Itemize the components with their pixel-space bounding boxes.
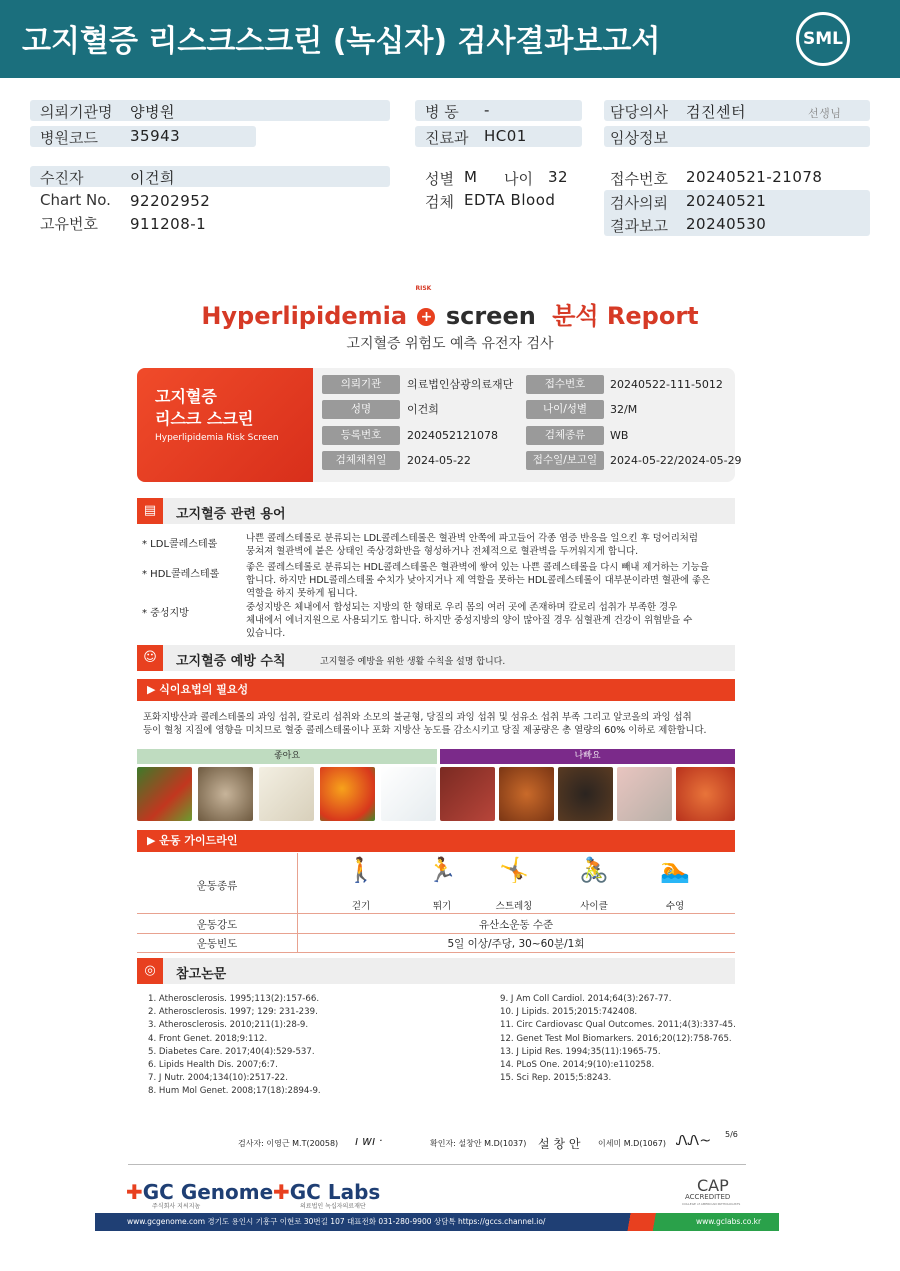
person-icon: ☺ [137,645,163,671]
exercise-label: 뛰기 [432,901,452,912]
patient-label: 수진자 [40,169,84,187]
chart-label: Chart No. [40,191,111,209]
dept-value: HC01 [484,127,527,145]
references-right: 9. J Am Coll Cardiol. 2014;64(3):267-77. 10. J Lipids. 2015;2015:742408. 11. Circ Cardiovasc Qual Outcomes. 2011;4(3):337-45. 12. Genet Test Mol Biomarkers. 2016;20(12):758-765. 13. J Lipid Res. 1994;35(11):1965-75. 14. PLoS One. 2014;9(10):e110258. 15. Sci Rep. 2015;5:8243. [500,994,736,1084]
id-value: 911208-1 [130,215,207,233]
third-sign: 이세미 M.D(1067) [598,1139,666,1148]
card-title-1: 고지혈증 [155,387,217,406]
divider [137,913,735,914]
report-date-value: 20240530 [686,215,767,233]
card-field-value: 20240522-111-5012 [610,378,723,391]
confirmer-sign: 확인자: 설창안 M.D(1037) [430,1139,527,1148]
card-title-en: Hyperlipidemia Risk Screen [155,433,279,443]
intensity-value: 유산소운동 수준 [478,919,554,931]
term-ldl: * LDL콜레스테롤 [142,539,218,550]
references-left: 1. Atherosclerosis. 1995;113(2):157-66. 2. Atherosclerosis. 1997; 129: 231-239. 3. Atherosclerosis. 2010;211(1):28-9. 4. Front Genet. 2018;9:112. 5. Diabetes Care. 2017;40(4):529-537. 6. Lipids Health Dis. 2007;6:7. 7. J Nutr. 2004;134(10):2517-22. 8. Hum Mol Genet. 2008;17(18):2894-9. [148,994,321,1097]
sex-label: 성별 [425,170,454,188]
page-number: 5/6 [725,1130,738,1139]
report-date-label: 결과보고 [610,217,668,235]
card-field-label: 나이/성별 [526,400,604,419]
cap-small: COLLEGE of AMERICAN PATHOLOGISTS [682,1202,741,1206]
footer-url: www.gclabs.co.kr [678,1213,779,1231]
card-field-value: 이건희 [407,403,439,416]
noodles-image [558,767,613,821]
age-value: 32 [548,168,569,186]
ward-value: - [484,101,490,119]
receipt-value: 20240521-21078 [686,168,823,186]
sml-logo: SML [796,12,850,66]
prevention-note: 고지혈증 예방을 위한 생활 수칙을 설명 합니다. [320,657,506,667]
ramen-image [676,767,735,821]
brain-icon: ◎ [137,958,163,984]
specimen-label: 검체 [425,193,454,211]
card-field-value: 2024052121078 [407,429,498,442]
meat-image [440,767,495,821]
cap-logo: CAP [697,1176,729,1195]
page-title: 고지혈증 리스크스크린 (녹십자) 검사결과보고서 [22,24,661,59]
card-field-label: 접수일/보고일 [526,451,604,470]
institution-value: 양병원 [130,103,175,121]
footer-contact: www.gcgenome.com 경기도 용인시 기흥구 이현로 30번길 107 대표전화 031-280-9900 상담톡 https://gccs.channel.io/ [127,1217,546,1226]
risk-tag: RISK [415,285,432,292]
swimming-icon: 🏊 [660,856,690,884]
document-icon: ▤ [137,498,163,524]
ward-label: 병 동 [425,103,459,121]
exercise-label: 수영 [665,901,685,912]
specimen-value: EDTA Blood [464,191,556,209]
gc-labs-sub: 의료법인 녹십자의료재단 [300,1203,366,1210]
footer-stripe [618,1213,678,1231]
good-foods-label: 좋아요 [137,749,437,764]
card-field-value: 의료법인삼광의료재단 [407,378,514,391]
confirmer-signature: 설 창 안 [538,1137,581,1151]
frequency-label: 운동빈도 [196,938,238,950]
bad-foods-label: 나빠요 [440,749,735,764]
exercise-label: 스트레칭 [495,901,533,912]
exercise-type-label: 운동종류 [196,880,238,892]
table-vline [297,853,298,952]
diet-desc: 포화지방산과 콜레스테롤의 과잉 섭취, 칼로리 섭취와 소모의 불균형, 당질의 과잉 섭취 및 섬유소 섭취 부족 그리고 알코올의 과잉 섭취 등이 혈청 지질에 영향을 미치므로 혈중 콜레스테롤이나 포화 지방산 농도를 감소시키고 당질 제공량은 총 열량의 60% 이하로 제한합니다. [143,712,707,736]
term-hdl: * HDL콜레스테롤 [142,569,220,580]
frequency-value: 5일 이상/주당, 30~60분/1회 [447,938,585,950]
report-title-screen: screen [445,302,536,330]
gc-genome-sub: 주식회사 지씨지놈 [152,1203,201,1210]
card-title-2: 리스크 스크린 [155,409,254,428]
card-field-value: WB [610,429,629,442]
hospital-code-value: 35943 [130,127,181,145]
patient-row-bg [30,166,390,187]
fried-chicken-image [499,767,554,821]
card-field-value: 2024-05-22 [407,454,471,467]
references-heading: 참고논문 [176,967,227,982]
dept-label: 진료과 [425,129,469,147]
receipt-label: 접수번호 [610,170,668,188]
references-section-header [137,958,735,984]
card-field-label: 의뢰기관 [322,375,400,394]
id-label: 고유번호 [40,215,98,233]
institution-label: 의뢰기관명 [40,103,113,121]
chart-value: 92202952 [130,192,211,210]
footer-divider [128,1164,746,1165]
stretching-icon: 🤸 [499,856,529,884]
hospital-code-label: 병원코드 [40,129,98,147]
gc-genome-logo: ✚GC Genome [126,1180,274,1204]
term-tg-desc: 중성지방은 체내에서 합성되는 지방의 한 형태로 우리 몸의 여러 곳에 존재하며 칼로리 섭취가 부족한 경우 체내에서 에너지원으로 사용되기도 합니다. 하지만 중성지방의 양이 많아질 경우 심혈관계 건강이 위협받을 수 있습니다. [246,602,693,639]
card-field-label: 성명 [322,400,400,419]
gc-labs-logo: ✚GC Labs [273,1180,381,1204]
request-value: 20240521 [686,192,767,210]
card-field-label: 등록번호 [322,426,400,445]
bacon-can-image [617,767,672,821]
cap-accredited: ACCREDITED [685,1193,731,1201]
patient-value: 이건희 [130,169,175,187]
card-field-value: 32/M [610,403,638,416]
age-label: 나이 [504,170,533,188]
terms-heading: 고지혈증 관련 용어 [176,507,286,522]
tofu-image [259,767,314,821]
request-label: 검사의뢰 [610,194,668,212]
risk-plus-icon: RISK + [415,302,437,330]
term-ldl-desc: 나쁜 콜레스테롤로 분류되는 LDL콜레스테롤은 혈관벽 안쪽에 파고들어 각종 염증 반응을 일으킨 후 덩어리처럼 뭉쳐져 혈관벽에 붙은 상태인 죽상경화반을 형성하거나 전체적으로 혈관벽을 두꺼워지게 합니다. [246,533,698,557]
report-title [0,285,900,331]
doctor-label: 담당의사 [610,103,668,121]
tester-signature: ı wı ᐧ [355,1134,383,1148]
doctor-value: 검진센터 [686,103,746,121]
card-field-value: 2024-05-22/2024-05-29 [610,454,742,467]
fruits-image [320,767,375,821]
exercise-bar: ▶ 운동 가이드라인 [137,830,735,852]
nuts-image [198,767,253,821]
report-title-right: 분석 Report [552,302,699,330]
tester-sign: 검사자: 이영근 M.T(20058) [238,1139,339,1148]
card-field-label: 접수번호 [526,375,604,394]
exercise-label: 걷기 [351,901,371,912]
intensity-label: 운동강도 [196,919,238,931]
running-icon: 🏃 [427,856,457,884]
doctor-suffix: 선생님 [808,107,842,120]
report-title-left: Hyperlipidemia [201,302,408,330]
exercise-label: 사이클 [580,901,608,912]
milk-image [381,767,436,821]
report-subtitle: 고지혈증 위험도 예측 유전자 검사 [346,336,554,352]
divider [137,952,735,953]
term-hdl-desc: 좋은 콜레스테롤로 분류되는 HDL콜레스테롤은 혈관벽에 쌓여 있는 나쁜 콜레스테롤을 다시 빼내 제거하는 기능을 합니다. 하지만 HDL콜레스테롤 수치가 낮아지거나 제 역할을 못하는 HDL콜레스테롤이 대부분이라면 혈관에 좋은 역할을 하지 못하게 됩니다. [246,562,711,599]
vegetables-image [137,767,192,821]
term-tg: * 중성지방 [142,608,189,619]
diet-bar: ▶ 식이요법의 필요성 [137,679,735,701]
clinical-label: 임상정보 [610,129,668,147]
cycling-icon: 🚴 [579,856,609,884]
divider [137,933,735,934]
prevention-heading: 고지혈증 예방 수칙 [176,654,286,669]
card-field-label: 검체종류 [526,426,604,445]
card-field-label: 검체채취일 [322,451,400,470]
walking-icon: 🚶 [346,856,376,884]
third-signature: ᏁᏁ~ [676,1133,712,1149]
sex-value: M [464,168,478,186]
